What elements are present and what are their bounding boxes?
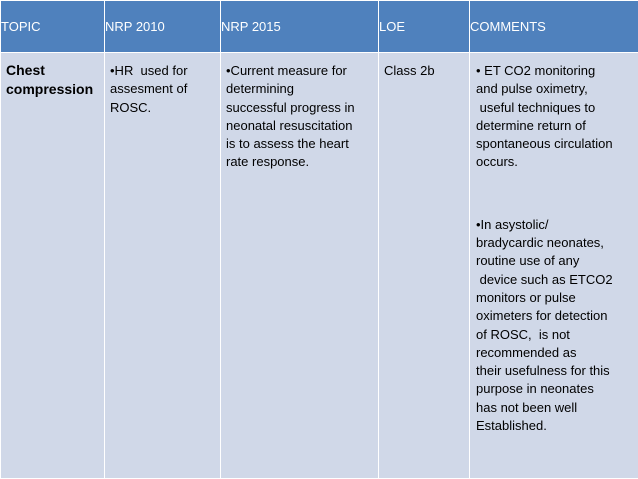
header-comments: COMMENTS bbox=[470, 1, 638, 53]
comment-line: has not been well bbox=[476, 399, 578, 415]
comment-line: recommended as bbox=[476, 344, 577, 360]
nrp-2015-line: successful progress in bbox=[226, 99, 355, 115]
comment-line: spontaneous circulation bbox=[476, 136, 613, 152]
nrp-2010-cell bbox=[105, 53, 221, 479]
header-topic: TOPIC bbox=[1, 1, 105, 53]
comment-line: oximeters for detection bbox=[476, 308, 608, 324]
comment-line: purpose in neonates bbox=[476, 381, 594, 397]
comment-line: of ROSC, is not bbox=[476, 326, 570, 342]
comment-line: routine use of any bbox=[476, 253, 580, 269]
table-row bbox=[1, 53, 638, 479]
comment-line: determine return of bbox=[476, 117, 586, 133]
loe-value: Class 2b bbox=[384, 63, 435, 78]
header-nrp-2010: NRP 2010 bbox=[105, 1, 221, 53]
header-row bbox=[1, 1, 638, 53]
topic-cell bbox=[1, 53, 105, 479]
comment-line: bradycardic neonates, bbox=[476, 235, 604, 251]
header-loe: LOE bbox=[379, 1, 470, 53]
comment-line: their usefulness for this bbox=[476, 363, 610, 379]
nrp-2015-line: •Current measure for bbox=[226, 63, 347, 78]
nrp-2015-line: rate response. bbox=[226, 154, 310, 170]
comments-cell bbox=[470, 53, 638, 479]
nrp-2015-line: is to assess the heart bbox=[226, 136, 349, 152]
loe-cell bbox=[379, 53, 470, 479]
nrp-2015-line: neonatal resuscitation bbox=[226, 117, 353, 133]
comment-line: • ET CO2 monitoring bbox=[476, 63, 596, 78]
nrp-2015-cell bbox=[221, 53, 379, 479]
comment-line: •In asystolic/ bbox=[476, 216, 549, 232]
comment-line: useful techniques to bbox=[476, 99, 596, 115]
comment-line: Established. bbox=[476, 418, 547, 434]
comment-line: and pulse oximetry, bbox=[476, 81, 588, 97]
nrp-2015-line: determining bbox=[226, 81, 294, 97]
comment-spacer bbox=[476, 172, 634, 216]
topic-line: Chest bbox=[6, 62, 45, 78]
comment-line: device such as ETCO2 bbox=[476, 271, 613, 287]
topic-line: compression bbox=[6, 81, 94, 97]
nrp-2010-line: ROSC. bbox=[110, 99, 152, 115]
nrp-2010-line: assesment of bbox=[110, 81, 188, 97]
nrp-2010-line: •HR used for bbox=[110, 63, 188, 78]
comment-line: monitors or pulse bbox=[476, 289, 576, 305]
comment-line: occurs. bbox=[476, 154, 518, 170]
header-nrp-2015: NRP 2015 bbox=[221, 1, 379, 53]
